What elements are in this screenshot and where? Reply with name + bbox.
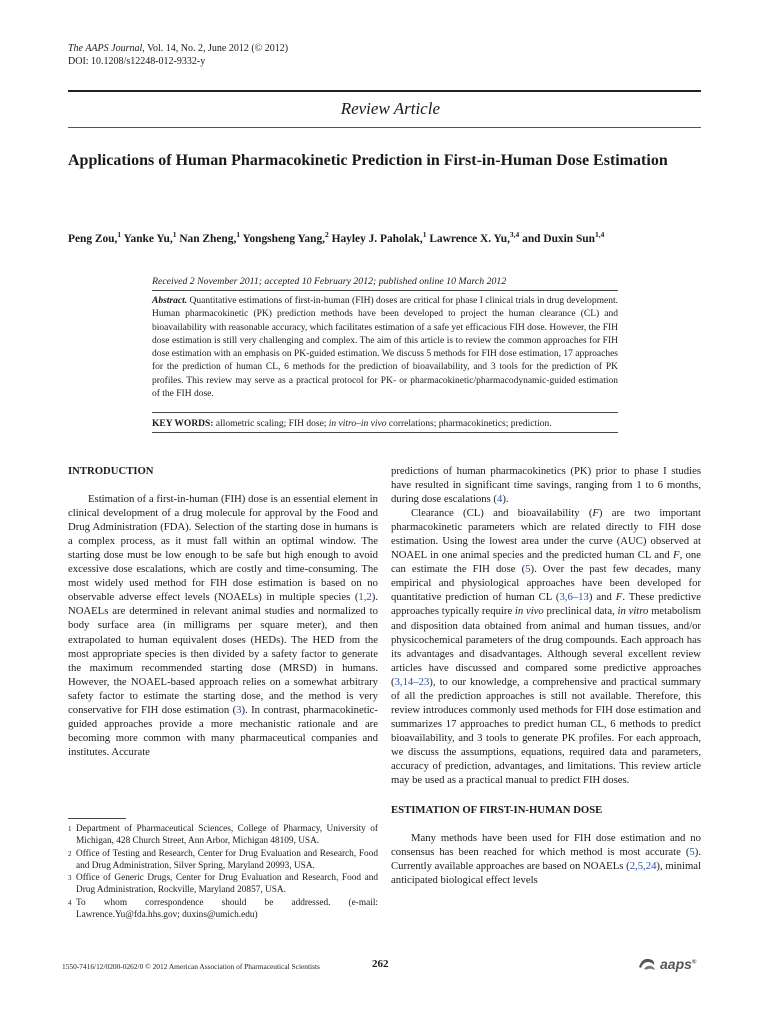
- text-run: ), to our knowledge, a comprehensive and practical summary of all the prediction approaches is still not available. Therefore, this review introduces commonly used methods for FIH dose estimation and summarizes 17 approaches to predict human CL, 6 methods to predict bioavailability, and 3 tools to generate PK profiles. For each approach, we discuss the assumptions, equations, required data and parameters, accuracy of prediction, advantages, and limitations. This review article may be used as a practical manual to predict FIH doses.: [391, 675, 701, 787]
- text-run: ). NOAELs are determined in relevant animal studies and normalized to body surface area (in milligrams per square meter), and then extrapolated to human equivalent doses (HEDs). The HED from the most appropriate species is then divided by a safety factor to generate the maximum recommended starting dose (MRSD) in humans. However, the NOAEL-based approach relies on a somewhat arbitrary safety factor to estimate the starting dose, and the method is very conservative for FIH dose estimation (: [68, 591, 378, 716]
- symbol-f: F: [592, 507, 599, 520]
- citation-link[interactable]: 5: [689, 846, 695, 859]
- doi: DOI: 10.1208/s12248-012-9332-y: [68, 56, 206, 67]
- citation-link[interactable]: 5: [525, 563, 531, 576]
- author-affiliation: 1: [236, 230, 241, 239]
- abstract-top-rule: [152, 290, 618, 291]
- copyright-line: 1550-7416/12/0200-0262/0 © 2012 American Association of Pharmaceutical Scientists: [62, 962, 320, 971]
- paper-title: Applications of Human Pharmacokinetic Prediction in First-in-Human Dose Estimation: [68, 152, 668, 169]
- text-run: Estimation of a first-in-human (FIH) dose is an essential element in clinical development of a drug molecule for approval by the Food and Drug Administration (FDA). Selection of the starting dose in humans is a complex process, as it must fall within an optimal window. The starting dose must be low enough to be safe but high enough to avoid excessive dose escalations, which are costly and time-consuming. The most widely used method for FIH dose estimation is based on no observable adverse effect levels (NOAELs) in multiple species (: [68, 493, 378, 604]
- text-run: metabolism and disposition data obtained from animal and human tissues, and/or physicochemical parameters of the drug compounds. Each approach has its advantages and disadvantages. Although several excellent review articles have discussed and compared some predictive approaches (: [391, 605, 701, 688]
- italic-term: in vivo: [514, 605, 544, 618]
- page-number: 262: [372, 958, 389, 970]
- citation-link[interactable]: 4: [496, 493, 503, 506]
- intro-paragraph: [68, 492, 378, 759]
- keywords-italic: in vitro–in vivo: [328, 419, 387, 429]
- footnote-text: Office of Testing and Research, Center for Drug Evaluation and Research, Food and Drug Administration, Silver Spring, Maryland 20993, USA.: [76, 848, 378, 871]
- aaps-logo-text: [660, 956, 696, 972]
- author-affiliation: 1,4: [594, 230, 605, 239]
- text-run: ). Over the past few decades, many empirical and physiological approaches have been developed for quantitative prediction of human CL (: [391, 563, 701, 604]
- symbol-f: F: [673, 549, 680, 562]
- aaps-swirl-icon: [636, 955, 658, 973]
- author: Lawrence X. Yu,: [426, 232, 510, 245]
- header-rule: [68, 127, 701, 128]
- abstract-label: Abstract.: [152, 296, 188, 306]
- aaps-logo: [636, 955, 696, 973]
- text-run: Clearance (CL) and bioavailability (: [411, 507, 593, 520]
- footnote-text: Department of Pharmaceutical Sciences, College of Pharmacy, University of Michigan, 428 Church Street, Ann Arbor, Michigan 48109, USA.: [76, 824, 378, 847]
- citation-link[interactable]: 3: [236, 703, 242, 716]
- abstract: [152, 295, 618, 401]
- citation-link[interactable]: 2,5,24: [629, 860, 657, 873]
- citation-link[interactable]: 1,2: [358, 591, 372, 604]
- author: Yongsheng Yang,: [240, 232, 325, 245]
- paragraph: [391, 506, 701, 787]
- text-run: ) and: [588, 591, 616, 604]
- footnote-rule: [68, 818, 126, 819]
- footnote: [68, 897, 378, 922]
- text-run: Many methods have been used for FIH dose estimation and no consensus has been reached for which method is most accurate (: [391, 832, 701, 859]
- text-run: , one can estimate the FIH dose (: [391, 549, 702, 576]
- abstract-text: Quantitative estimations of first-in-human (FIH) doses are critical for phase I clinical trials in drug development. Human pharmacokinetic (PK) prediction methods have been developed to project the human clearance (CL) and bioavailability with reasonable accuracy, which facilitates estimation of a safe yet efficacious FIH dose. However, the FIH dose estimation is still very challenging and complex. The aim of this article is to review the common approaches for FIH dose estimation with an emphasis on PK-guided estimation. We discuss 5 methods for FIH dose estimation, 17 approaches for the prediction of human CL, 6 methods for the prediction of bioavailability, and 3 tools for the prediction of PK profiles. This review may serve as a practical protocol for PK- or pharmacokinetic/pharmacodynamic-guided estimation of the FIH dose.: [152, 296, 618, 400]
- footnote-mark: 2: [68, 849, 72, 858]
- abstract-bottom-rule: [152, 412, 618, 413]
- text-run: ), minimal anticipated biological effect levels: [391, 860, 701, 887]
- logo-text: aaps: [660, 956, 692, 972]
- author: Nan Zheng,: [176, 232, 237, 245]
- text-run: ) are two important pharmacokinetic parameters which are related directly to FIH dose estimation. Using the lowest area under the curve (AUC) observed at NOAEL in one animal species and the predicted human CL and: [391, 507, 701, 562]
- footnote-mark: 1: [68, 825, 72, 833]
- symbol-f: F: [615, 591, 623, 604]
- text-run: preclinical data,: [543, 605, 618, 618]
- top-rule: [68, 90, 701, 92]
- journal-volume: , Vol. 14, No. 2, June 2012 (© 2012): [142, 43, 289, 54]
- author: Hayley J. Paholak,: [328, 232, 423, 245]
- keywords-bottom-rule: [152, 432, 618, 433]
- footnote: [68, 848, 378, 873]
- text-run: predictions of human pharmacokinetics (PK) prior to phase I studies have resulted in significant time savings, ranging from 1 to 6 months, during dose escalations (: [391, 465, 701, 506]
- footnotes: [68, 818, 378, 921]
- author-affiliation: 3,4: [509, 230, 520, 239]
- logo-registered: ®: [691, 959, 697, 966]
- paragraph: [391, 831, 701, 887]
- received-dates: Received 2 November 2011; accepted 10 February 2012; published online 10 March 2012: [152, 276, 507, 287]
- keywords-text: correlations; pharmacokinetics; prediction.: [386, 419, 552, 429]
- text-run: ). In contrast, pharmacokinetic-guided approaches provide a more mechanistic rationale and are becoming more common with many pharmaceutical companies and institutes. Accurate: [68, 703, 378, 758]
- author: and Duxin Sun: [519, 232, 595, 245]
- left-column: [68, 464, 378, 759]
- keywords-text: allometric scaling; FIH dose;: [213, 419, 329, 429]
- text-run: ).: [502, 493, 509, 506]
- author-affiliation: 1: [422, 230, 427, 239]
- article-type: Review Article: [340, 99, 440, 118]
- journal-header: [68, 42, 288, 68]
- text-run: . These predictive approaches typically require: [391, 591, 701, 618]
- author-affiliation: 2: [325, 230, 329, 239]
- author-affiliation: 1: [117, 230, 122, 239]
- footnote-text: To whom correspondence should be addressed. (e-mail: Lawrence.Yu@fda.hhs.gov; duxins@umich.edu): [76, 897, 378, 921]
- right-column: [391, 464, 701, 887]
- keywords: [152, 418, 618, 431]
- keywords-label: KEY WORDS:: [152, 419, 214, 429]
- paragraph: [391, 464, 701, 506]
- citation-link[interactable]: 3,14–23: [394, 675, 430, 688]
- citation-link[interactable]: 3,6–13: [559, 591, 589, 604]
- footnote: [68, 872, 378, 897]
- author: Peng Zou,: [68, 232, 118, 245]
- italic-term: in vitro: [617, 605, 649, 618]
- author-list: [68, 230, 708, 245]
- footnote-mark: 4: [68, 898, 72, 907]
- author: Yanke Yu,: [121, 232, 173, 245]
- footnote: [68, 823, 378, 848]
- author-affiliation: 1: [172, 230, 177, 239]
- text-run: ). Currently available approaches are based on NOAELs (: [391, 846, 701, 873]
- journal-name: The AAPS Journal: [68, 43, 143, 54]
- footnote-text: Office of Generic Drugs, Center for Drug Evaluation and Research, Food and Drug Administration, Rockville, Maryland 20857, USA.: [76, 873, 378, 896]
- footnote-mark: 3: [68, 874, 72, 883]
- section-heading-introduction: INTRODUCTION: [68, 465, 154, 477]
- section-heading-fih-dose: ESTIMATION OF FIRST-IN-HUMAN DOSE: [391, 804, 603, 817]
